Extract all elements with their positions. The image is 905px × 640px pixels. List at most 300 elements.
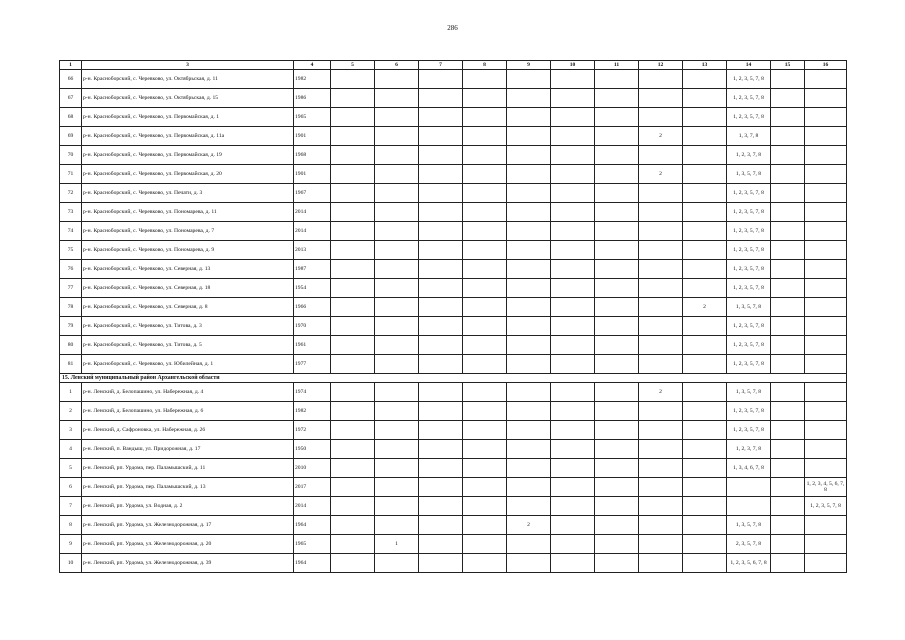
table-cell — [463, 70, 507, 89]
table-cell — [551, 478, 595, 497]
table-cell: 2 — [507, 516, 551, 535]
table-cell: 2010 — [294, 459, 331, 478]
table-cell — [551, 440, 595, 459]
table-cell — [507, 127, 551, 146]
table-cell: 2017 — [294, 478, 331, 497]
table-cell — [551, 383, 595, 402]
table-cell: 74 — [60, 222, 82, 241]
table-cell — [805, 535, 847, 554]
table-cell — [805, 336, 847, 355]
table-cell — [463, 146, 507, 165]
page-number: 286 — [447, 24, 458, 32]
table-cell — [331, 535, 375, 554]
table-cell — [805, 127, 847, 146]
table-cell — [551, 554, 595, 573]
table-row — [60, 402, 847, 421]
table-cell — [805, 184, 847, 203]
table-cell — [331, 516, 375, 535]
table-cell — [683, 146, 727, 165]
table-cell — [805, 89, 847, 108]
table-cell — [639, 89, 683, 108]
table-cell — [463, 222, 507, 241]
table-cell — [683, 260, 727, 279]
table-cell — [771, 383, 805, 402]
table-cell: 79 — [60, 317, 82, 336]
table-cell — [551, 184, 595, 203]
table-cell — [375, 165, 419, 184]
column-header: 7 — [419, 61, 463, 70]
table-cell — [639, 535, 683, 554]
table-cell — [331, 127, 375, 146]
table-cell — [639, 222, 683, 241]
table-cell — [331, 317, 375, 336]
table-header-row — [60, 61, 847, 70]
table-cell — [463, 440, 507, 459]
table-cell — [727, 478, 771, 497]
table-cell: 1972 — [294, 421, 331, 440]
table-cell — [639, 554, 683, 573]
table-cell — [551, 459, 595, 478]
table-cell — [683, 70, 727, 89]
table-cell — [595, 260, 639, 279]
table-cell: 1970 — [294, 317, 331, 336]
table-cell — [771, 554, 805, 573]
table-cell — [551, 497, 595, 516]
table-cell: 2 — [60, 402, 82, 421]
table-cell — [639, 459, 683, 478]
table-cell — [419, 497, 463, 516]
table-row — [60, 535, 847, 554]
table-cell — [463, 127, 507, 146]
table-cell — [771, 298, 805, 317]
table-cell — [805, 554, 847, 573]
table-cell — [595, 203, 639, 222]
table-cell — [639, 70, 683, 89]
table-cell — [595, 146, 639, 165]
table-cell: 2014 — [294, 203, 331, 222]
table-cell — [463, 89, 507, 108]
table-cell — [771, 440, 805, 459]
table-cell — [771, 203, 805, 222]
table-cell — [375, 402, 419, 421]
table-cell — [551, 317, 595, 336]
table-cell — [805, 355, 847, 374]
table-cell: 1, 2, 3, 5, 7, 8 — [727, 108, 771, 127]
table-cell — [683, 317, 727, 336]
table-cell: 1, 3, 5, 7, 8 — [727, 165, 771, 184]
table-cell — [595, 89, 639, 108]
column-header: 16 — [805, 61, 847, 70]
table-cell — [805, 146, 847, 165]
table-cell — [331, 184, 375, 203]
table-cell — [331, 421, 375, 440]
table-cell — [507, 440, 551, 459]
table-cell: 1, 2, 3, 5, 7, 8 — [727, 184, 771, 203]
table-cell: р-н. Красноборский, с. Черевково, ул. Северная, д. 8 — [82, 298, 294, 317]
table-cell — [771, 241, 805, 260]
table-row — [60, 108, 847, 127]
table-cell — [683, 241, 727, 260]
table-cell: 2013 — [294, 241, 331, 260]
table-cell — [463, 421, 507, 440]
table-cell: р-н. Ленский, рп. Урдома, ул. Водная, д. 2 — [82, 497, 294, 516]
table-row — [60, 184, 847, 203]
table-cell — [419, 203, 463, 222]
table-row — [60, 279, 847, 298]
table-cell: р-н. Ленский, д. Сафроновка, ул. Набережная, д. 26 — [82, 421, 294, 440]
table-cell — [551, 298, 595, 317]
table-cell: р-н. Ленский, рп. Урдома, пер. Паламышский, д. 11 — [82, 459, 294, 478]
table-cell: 77 — [60, 279, 82, 298]
table-cell — [331, 355, 375, 374]
table-body — [60, 70, 847, 573]
table-cell: 1, 2, 3, 5, 6, 7, 8 — [727, 554, 771, 573]
table-cell — [375, 355, 419, 374]
table-cell — [507, 554, 551, 573]
table-cell — [805, 203, 847, 222]
table-cell — [507, 165, 551, 184]
table-cell — [771, 478, 805, 497]
table-cell — [551, 241, 595, 260]
table-cell — [683, 535, 727, 554]
table-cell: р-н. Красноборский, с. Черевково, ул. Первомайская, д. 1 — [82, 108, 294, 127]
table-cell — [683, 108, 727, 127]
table-cell — [639, 402, 683, 421]
table-cell — [551, 89, 595, 108]
table-cell — [419, 535, 463, 554]
table-cell — [507, 383, 551, 402]
table-cell — [331, 298, 375, 317]
table-cell — [507, 260, 551, 279]
table-cell: 2 — [639, 165, 683, 184]
table-cell — [595, 535, 639, 554]
table-cell: 2 — [639, 383, 683, 402]
table-cell: 2014 — [294, 222, 331, 241]
table-row — [60, 203, 847, 222]
table-cell — [419, 336, 463, 355]
table-cell: 1986 — [294, 89, 331, 108]
table-row — [60, 497, 847, 516]
table-cell: 10 — [60, 554, 82, 573]
table-cell — [683, 165, 727, 184]
table-cell — [419, 279, 463, 298]
table-cell: 1, 2, 3, 5, 7, 8 — [727, 241, 771, 260]
table-cell: 67 — [60, 89, 82, 108]
table-cell — [419, 241, 463, 260]
table-cell — [683, 222, 727, 241]
table-cell — [771, 222, 805, 241]
table-cell — [507, 478, 551, 497]
table-cell — [771, 421, 805, 440]
table-cell — [419, 440, 463, 459]
table-cell — [771, 516, 805, 535]
table-cell — [683, 516, 727, 535]
table-cell — [463, 298, 507, 317]
table-cell: р-н. Красноборский, с. Черевково, ул. Северная, д. 18 — [82, 279, 294, 298]
table-cell: 76 — [60, 260, 82, 279]
table-cell — [805, 70, 847, 89]
table-cell: 3 — [60, 421, 82, 440]
table-cell — [595, 298, 639, 317]
column-header: 11 — [595, 61, 639, 70]
table-cell — [771, 279, 805, 298]
table-cell — [595, 127, 639, 146]
table-cell: р-н. Красноборский, с. Черевково, ул. Первомайская, д. 20 — [82, 165, 294, 184]
table-cell — [419, 146, 463, 165]
table-cell — [683, 421, 727, 440]
table-cell — [551, 260, 595, 279]
table-cell — [595, 336, 639, 355]
column-header: 10 — [551, 61, 595, 70]
table-cell: 2 — [683, 298, 727, 317]
table-cell — [551, 516, 595, 535]
table-cell — [771, 184, 805, 203]
table-row — [60, 355, 847, 374]
table-row — [60, 336, 847, 355]
table-cell: 68 — [60, 108, 82, 127]
table-cell: р-н. Красноборский, с. Черевково, ул. Первомайская, д. 19 — [82, 146, 294, 165]
table-row — [60, 241, 847, 260]
table-cell: 70 — [60, 146, 82, 165]
table-cell — [463, 535, 507, 554]
table-cell: 75 — [60, 241, 82, 260]
table-cell — [419, 554, 463, 573]
table-cell — [331, 165, 375, 184]
table-cell — [771, 535, 805, 554]
table-cell: 1974 — [294, 383, 331, 402]
table-cell: 1982 — [294, 402, 331, 421]
table-cell — [771, 127, 805, 146]
table-cell — [639, 440, 683, 459]
table-cell — [507, 89, 551, 108]
table-cell — [683, 440, 727, 459]
table-cell — [805, 108, 847, 127]
table-cell — [683, 459, 727, 478]
table-cell: р-н. Красноборский, с. Черевково, ул. Октябрьская, д. 15 — [82, 89, 294, 108]
table-cell — [375, 89, 419, 108]
table-cell — [375, 184, 419, 203]
table-cell — [595, 421, 639, 440]
table-cell: 9 — [60, 535, 82, 554]
table-cell — [639, 317, 683, 336]
table-cell — [805, 516, 847, 535]
table-cell — [375, 459, 419, 478]
table-cell: 1, 2, 3, 5, 7, 8 — [727, 402, 771, 421]
table-cell: 1954 — [294, 279, 331, 298]
table-cell — [683, 127, 727, 146]
table-row — [60, 146, 847, 165]
table-cell: 1, 2, 3, 4, 5, 6, 7, 8 — [805, 478, 847, 497]
table-cell: 4 — [60, 440, 82, 459]
table-cell: 1, 2, 3, 7, 8 — [727, 146, 771, 165]
table-cell — [419, 222, 463, 241]
table-cell — [375, 497, 419, 516]
table-cell — [375, 421, 419, 440]
table-cell — [639, 241, 683, 260]
table-cell: р-н. Ленский, рп. Урдома, ул. Железнодорожная, д. 39 — [82, 554, 294, 573]
table-cell — [805, 459, 847, 478]
table-cell — [507, 241, 551, 260]
table-cell — [331, 497, 375, 516]
column-header: 13 — [683, 61, 727, 70]
table-cell: 2 — [639, 127, 683, 146]
table-cell — [805, 402, 847, 421]
table-cell: 8 — [60, 516, 82, 535]
table-cell — [595, 317, 639, 336]
table-row — [60, 421, 847, 440]
table-cell — [595, 222, 639, 241]
table-cell: 1965 — [294, 108, 331, 127]
section-title: 15. Ленский муниципальный район Архангельской области — [60, 374, 847, 383]
table-cell — [419, 184, 463, 203]
table-cell — [419, 459, 463, 478]
table-cell: р-н. Красноборский, с. Черевково, ул. Пономарева, д. 11 — [82, 203, 294, 222]
table-cell — [331, 459, 375, 478]
table-cell — [507, 298, 551, 317]
column-header: 12 — [639, 61, 683, 70]
table-cell — [331, 146, 375, 165]
column-header: 14 — [727, 61, 771, 70]
table-cell — [463, 184, 507, 203]
table-cell — [595, 279, 639, 298]
table-cell — [375, 440, 419, 459]
table-cell: 7 — [60, 497, 82, 516]
table-cell — [463, 554, 507, 573]
table-cell — [595, 355, 639, 374]
table-cell — [331, 554, 375, 573]
table-cell — [551, 535, 595, 554]
table-cell: 1, 3, 5, 7, 8 — [727, 298, 771, 317]
table-cell: 1, 2, 3, 5, 7, 8 — [727, 355, 771, 374]
table-cell — [771, 165, 805, 184]
table-cell — [683, 497, 727, 516]
table-cell — [375, 298, 419, 317]
table-cell: 6 — [60, 478, 82, 497]
table-cell — [419, 89, 463, 108]
table-cell — [771, 146, 805, 165]
table-cell — [639, 298, 683, 317]
table-cell: 2014 — [294, 497, 331, 516]
table-cell — [419, 317, 463, 336]
table-cell — [639, 203, 683, 222]
table-cell — [331, 260, 375, 279]
table-row — [60, 298, 847, 317]
table-cell: р-н. Ленский, рп. Урдома, пер. Паламышский, д. 13 — [82, 478, 294, 497]
table-cell: 1, 2, 3, 5, 7, 8 — [727, 336, 771, 355]
table-cell — [419, 165, 463, 184]
table-cell — [639, 355, 683, 374]
table-cell: 1, 3, 5, 7, 8 — [727, 516, 771, 535]
column-header: 15 — [771, 61, 805, 70]
table-cell: 1987 — [294, 260, 331, 279]
table-cell: 1964 — [294, 554, 331, 573]
table-cell: 1, 2, 3, 7, 8 — [727, 440, 771, 459]
table-cell — [331, 478, 375, 497]
table-cell — [419, 260, 463, 279]
table-cell: 78 — [60, 298, 82, 317]
table-row — [60, 317, 847, 336]
table-cell — [375, 383, 419, 402]
table-cell — [463, 402, 507, 421]
table-cell: р-н. Красноборский, с. Черевково, ул. Титова, д. 3 — [82, 317, 294, 336]
table-cell: р-н. Ленский, д. Белопашино, ул. Набережная, д. 6 — [82, 402, 294, 421]
table-cell — [805, 317, 847, 336]
table-cell — [507, 355, 551, 374]
table-cell: 1, 2, 3, 5, 7, 8 — [727, 279, 771, 298]
table-cell — [683, 279, 727, 298]
table-row — [60, 260, 847, 279]
table-row — [60, 222, 847, 241]
table-cell — [805, 222, 847, 241]
table-cell: р-н. Ленский, д. Белопашино, ул. Набережная, д. 4 — [82, 383, 294, 402]
table-cell — [551, 165, 595, 184]
table-cell — [551, 203, 595, 222]
table-row — [60, 89, 847, 108]
table-cell: 1961 — [294, 336, 331, 355]
table-cell: 1968 — [294, 146, 331, 165]
table-cell — [551, 336, 595, 355]
column-header: 4 — [294, 61, 331, 70]
table-cell — [331, 336, 375, 355]
table-cell: 69 — [60, 127, 82, 146]
table-cell — [639, 108, 683, 127]
table-cell — [463, 317, 507, 336]
table-cell — [639, 146, 683, 165]
table-cell — [595, 478, 639, 497]
table-cell — [331, 440, 375, 459]
table-cell — [551, 127, 595, 146]
table-cell — [683, 184, 727, 203]
column-header: 3 — [82, 61, 294, 70]
table-cell: 1964 — [294, 516, 331, 535]
table-cell — [463, 279, 507, 298]
table-row — [60, 440, 847, 459]
table-cell — [375, 146, 419, 165]
table-cell — [375, 127, 419, 146]
table-cell — [805, 260, 847, 279]
table-cell — [595, 165, 639, 184]
table-cell — [639, 260, 683, 279]
table-cell — [375, 70, 419, 89]
table-cell — [805, 421, 847, 440]
table-cell — [375, 478, 419, 497]
table-cell — [683, 402, 727, 421]
table-cell: р-н. Ленский, рп. Урдома, ул. Железнодорожная, д. 17 — [82, 516, 294, 535]
table-cell: 1, 2, 3, 5, 7, 8 — [727, 317, 771, 336]
table-cell: 1, 2, 3, 5, 7, 8 — [727, 70, 771, 89]
table-row — [60, 70, 847, 89]
table-cell — [375, 260, 419, 279]
table-cell — [419, 298, 463, 317]
table-cell — [551, 355, 595, 374]
table-cell — [771, 355, 805, 374]
table-cell — [595, 459, 639, 478]
table-cell — [595, 108, 639, 127]
table-cell — [727, 497, 771, 516]
table-cell: 1, 2, 3, 5, 7, 8 — [805, 497, 847, 516]
table-cell — [375, 203, 419, 222]
table-cell: 1950 — [294, 440, 331, 459]
table-cell: 1, 2, 3, 5, 7, 8 — [727, 260, 771, 279]
table-cell — [683, 203, 727, 222]
table-cell — [639, 478, 683, 497]
table-cell: 1, 2, 3, 5, 7, 8 — [727, 421, 771, 440]
table-cell — [507, 70, 551, 89]
table-cell — [375, 108, 419, 127]
table-cell: 5 — [60, 459, 82, 478]
table-cell — [771, 497, 805, 516]
table-cell — [507, 146, 551, 165]
